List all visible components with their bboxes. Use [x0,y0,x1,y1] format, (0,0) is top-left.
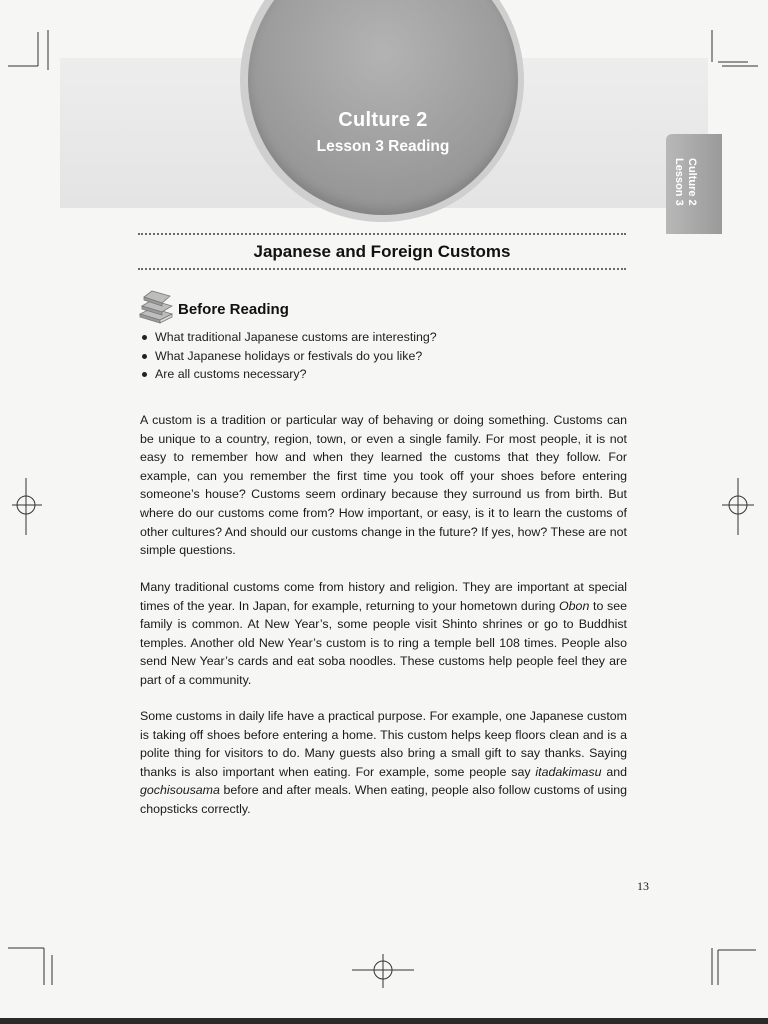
registration-mark-icon [352,954,414,988]
crop-mark-icon [8,30,48,70]
side-tab-label [672,158,698,206]
obon-term: Obon [559,598,590,613]
question-text: Are all customs necessary? [155,367,307,381]
paragraph-3 [140,707,627,819]
side-tab-lesson: Lesson 3 [673,158,685,206]
page-number: 13 [637,879,649,893]
lesson-title: Lesson 3 Reading [316,138,450,155]
paragraph-2-text-b: to see family is common. At New Year’s, some people visit Shinto shrines or go to Buddhist temples. Another old New Year’s custom is to ring a temple bell 108 times. People also send New Year’s cards and eat soba noodles. These customs help people feel they are part of a community. [140,598,628,687]
crop-mark-icon [712,30,758,66]
list-item [141,365,621,384]
before-reading-heading: Before Reading [178,301,289,318]
paragraph-2 [140,578,627,690]
page-title: Japanese and Foreign Customs [253,242,511,261]
paragraph-3-text-a: Some customs in daily life have a practical purpose. For example, one Japanese custom is taking off shoes before entering a home. This custom helps keep floors clean and is a polite thing for visitors to do. Many guests also bring a small gift to say thanks. Saying thanks is also important when eating. For example, some people say [140,709,627,779]
paragraph-2-text-a: Many traditional customs come from history and religion. They are important at special times of the year. In Japan, for example, returning to your hometown during [140,580,627,613]
paragraph-3-and: and [601,764,627,779]
side-tab-culture: Culture 2 [686,158,698,206]
registration-mark-icon [722,478,754,535]
bullet-icon [142,354,147,359]
crop-mark-icon [8,948,52,985]
registration-mark-icon [12,478,42,535]
paragraph-1: A custom is a tradition or particular way of behaving or doing something. Customs can be unique to a country, region, town, or even a single family. For most people, it is not easy to remember how and when they learned the customs that they follow. For example, can you remember the first time you took off your shoes before entering someone’s house? Customs seem ordinary because they surround us from birth. But where do our customs come from? How important, or easy, is it to learn the customs of other cultures? And should our customs change in the future? If yes, how? These are not simple questions. [140,413,627,558]
crop-mark-icon [712,948,756,985]
itadakimasu-term: itadakimasu [535,764,602,779]
question-text: What traditional Japanese customs are interesting? [155,330,437,344]
bullet-icon [142,335,147,340]
gochisousama-term: gochisousama [140,783,220,798]
paragraph-3-text-b: before and after meals. When eating, people also follow customs of using chopsticks correctly. [140,783,627,816]
scan-edge [0,1018,768,1024]
books-icon [136,288,176,324]
title-divider-bottom [138,268,626,270]
title-divider-top [138,233,626,235]
culture-title: Culture 2 [338,109,428,131]
list-item [141,328,621,347]
bullet-icon [142,372,147,377]
before-reading-questions [141,328,621,384]
list-item [141,347,621,366]
question-text: What Japanese holidays or festivals do you like? [155,348,423,363]
